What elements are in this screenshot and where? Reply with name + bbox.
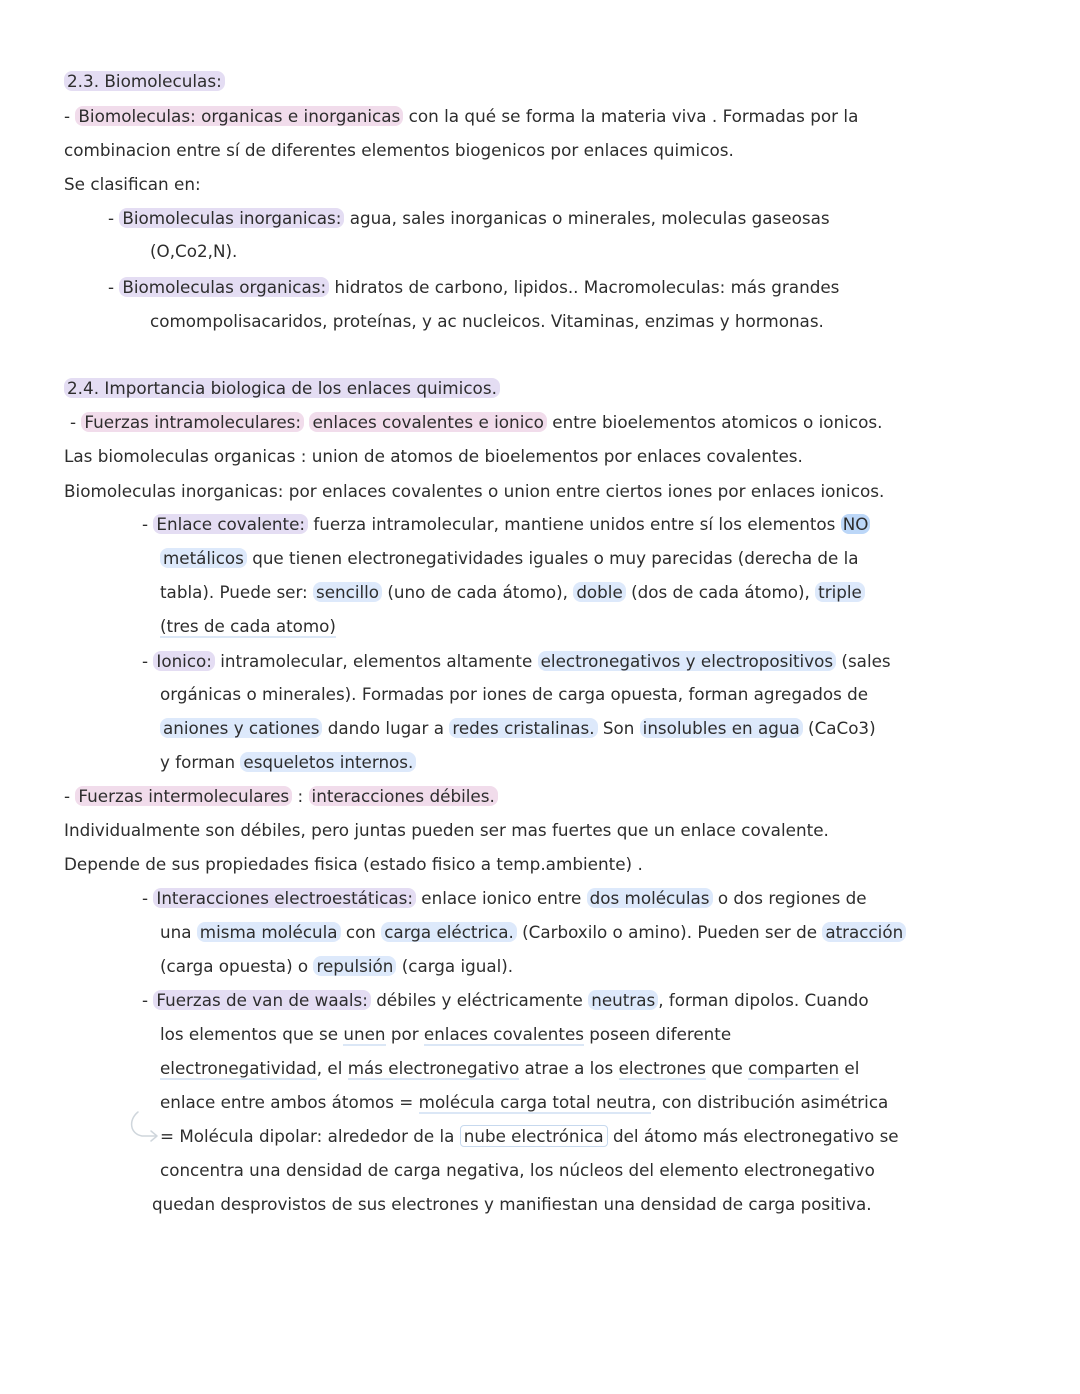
fuerzas-intramoleculares: - Fuerzas intramoleculares: enlaces covalentes e ionico entre bioelementos atomicos o ionicos.	[70, 412, 883, 432]
depende-line: Depende de sus propiedades fisica (estado fisico a temp.ambiente) .	[64, 854, 643, 874]
bullet-inorganicas: - Biomoleculas inorganicas: agua, sales inorganicas o minerales, moleculas gaseosas	[108, 208, 830, 228]
electroestaticas-cont-1: una misma molécula con carga eléctrica. (Carboxilo o amino). Pueden ser de atracción	[160, 920, 1080, 944]
bullet-organicas-cont: comompolisacaridos, proteínas, y ac nucleicos. Vitaminas, enzimas y hormonas.	[150, 311, 824, 331]
van-de-waals-cont-6: quedan desprovistos de sus electrones y manifiestan una densidad de carga positiva.	[152, 1194, 872, 1214]
bullet-fuerzas-van-de-waals: - Fuerzas de van de waals: débiles y eléctricamente neutras , forman dipolos. Cuando	[142, 990, 869, 1010]
section-heading-2-4: 2.4. Importancia biologica de los enlaces quimicos.	[64, 376, 1080, 400]
inorganicas-union-line: Biomoleculas inorganicas: por enlaces covalentes o union entre ciertos iones por enlaces ionicos.	[64, 481, 885, 501]
section-heading-2-3: 2.3. Biomoleculas:	[64, 69, 1080, 93]
biomoleculas-definition-cont: combinacion entre sí de diferentes elementos biogenicos por enlaces quimicos.	[64, 140, 734, 160]
ionico-cont-2: aniones y cationes dando lugar a redes cristalinas. Son insolubles en agua (CaCo3)	[160, 716, 1080, 740]
clasifican-label: Se clasifican en:	[64, 174, 201, 194]
van-de-waals-cont-4: = Molécula dipolar: alrededor de la nube electrónica del átomo más electronegativo se	[160, 1126, 899, 1146]
ionico-cont-1: orgánicas o minerales). Formadas por iones de carga opuesta, forman agregados de	[160, 684, 869, 704]
curved-arrow-icon	[128, 1110, 164, 1150]
enlace-covalente-cont-3: (tres de cada atomo)	[160, 616, 336, 636]
van-de-waals-cont-1: los elementos que se unen por enlaces covalentes poseen diferente	[160, 1024, 732, 1044]
ionico-cont-3: y forman esqueletos internos.	[160, 750, 1080, 774]
bullet-enlace-covalente: - Enlace covalente: fuerza intramolecular, mantiene unidos entre sí los elementos NO	[142, 514, 869, 534]
bullet-interacciones-electroestaticas: - Interacciones electroestáticas: enlace ionico entre dos moléculas o dos regiones de	[142, 888, 867, 908]
electroestaticas-cont-2: (carga opuesta) o repulsión (carga igual).	[160, 956, 514, 976]
van-de-waals-cont-2: electronegatividad, el más electronegativo atrae a los electrones que comparten el	[160, 1058, 860, 1078]
bullet-organicas: - Biomoleculas organicas: hidratos de carbono, lipidos.. Macromoleculas: más grandes	[108, 277, 840, 297]
van-de-waals-cont-5: concentra una densidad de carga negativa, los núcleos del elemento electronegativo	[160, 1160, 875, 1180]
bullet-inorganicas-cont: (O,Co2,N).	[150, 241, 238, 261]
individualmente-line: Individualmente son débiles, pero juntas pueden ser mas fuertes que un enlace covalente.	[64, 820, 829, 840]
fuerzas-intermoleculares: - Fuerzas intermoleculares : interacciones débiles.	[64, 784, 1080, 808]
van-de-waals-cont-3: enlace entre ambos átomos = molécula carga total neutra, con distribución asimétrica	[160, 1092, 889, 1112]
enlace-covalente-cont-1: metálicos que tienen electronegatividades iguales o muy parecidas (derecha de la	[160, 546, 1080, 570]
bullet-ionico: - Ionico: intramolecular, elementos altamente electronegativos y electropositivos (sales	[142, 651, 891, 671]
organicas-union-line: Las biomoleculas organicas : union de atomos de bioelementos por enlaces covalentes.	[64, 446, 803, 466]
biomoleculas-definition: - Biomoleculas: organicas e inorganicas con la qué se forma la materia viva . Formadas por la	[64, 106, 859, 126]
enlace-covalente-cont-2: tabla). Puede ser: sencillo (uno de cada átomo), doble (dos de cada átomo), triple	[160, 580, 1080, 604]
